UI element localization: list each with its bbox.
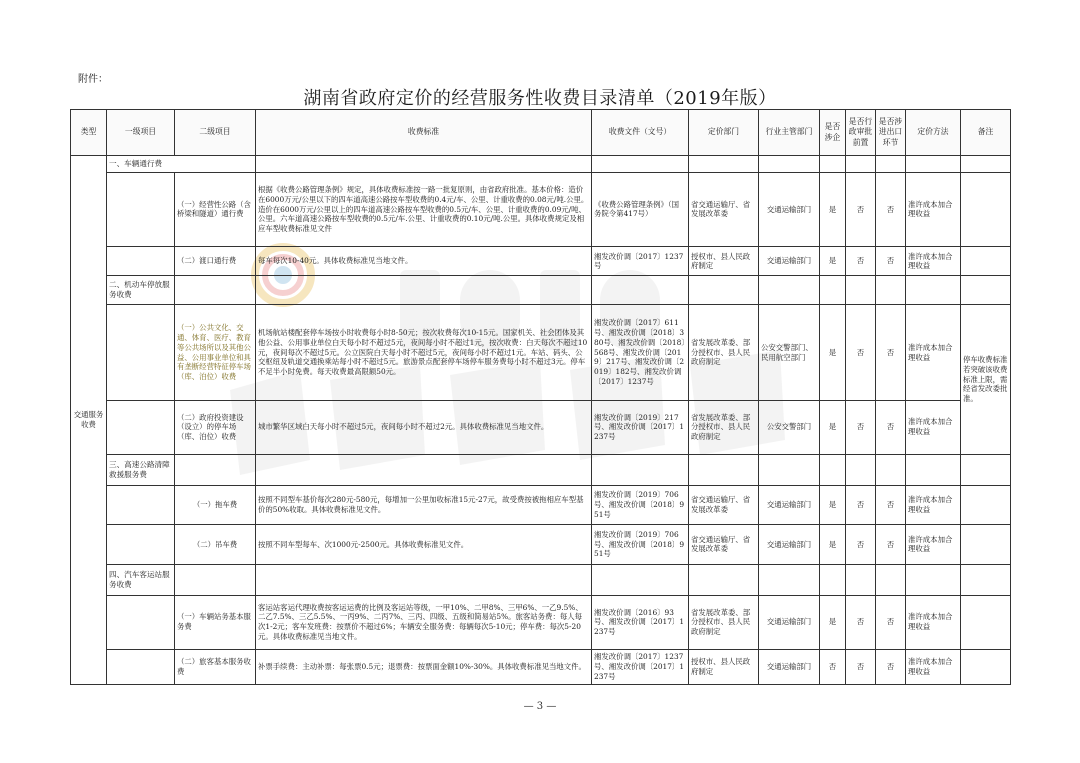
dept-cell: 省发展改革委、部分授权市、县人民政府制定 [689, 595, 759, 649]
doc-cell: 湘发改价调〔2019〕217号、湘发改价调〔2017〕1237号 [592, 400, 689, 454]
column-header: 类型 [71, 110, 107, 156]
table-row [71, 564, 1011, 595]
item-cell: （二）吊车费 [175, 525, 256, 564]
attachment-label: 附件： [78, 74, 108, 85]
admin-cell: 交通运输部门 [759, 649, 820, 684]
approval-cell: 否 [846, 485, 876, 524]
approval-cell: 否 [846, 595, 876, 649]
section-title: 三、高速公路清障救援服务费 [107, 454, 175, 485]
dept-cell: 授权市、县人民政府制定 [689, 649, 759, 684]
table-row [71, 454, 1011, 485]
column-header: 收费文件（文号） [592, 110, 689, 156]
method-cell: 准许成本加合理收益 [906, 525, 961, 564]
item-cell: （一）公共文化、交通、体育、医疗、教育等公共场所以及其他公益、公用事业单位和具有垄断经营特征停车场（库、泊位）收费 [175, 305, 256, 400]
table-row [71, 649, 1011, 684]
standard-cell: 按照不同型车基价每次280元-580元，每增加一公里加收标准15元-27元，故受费按被拖相应车型基价的50%收取。具体收费标准见文件。 [256, 485, 592, 524]
dept-cell: 省交通运输厅、省发展改革委 [689, 485, 759, 524]
enterprise-cell: 否 [820, 649, 846, 684]
table-row [71, 400, 1011, 454]
method-cell: 准许成本加合理收益 [906, 485, 961, 524]
item-cell: （二）旅客基本服务收费 [175, 649, 256, 684]
import-cell: 否 [876, 525, 906, 564]
column-header: 一级项目 [107, 110, 175, 156]
table-row [71, 156, 1011, 173]
enterprise-cell: 是 [820, 525, 846, 564]
standard-cell: 根据《收费公路管理条例》规定，具体收费标准按一路一批复原则，由省政府批准。基本价格：造价在6000万元/公里以下的四车道高速公路按车型收费的0.4元/车、公里、计重收费的0.08元/吨.公里。造价在6000万元/公里以上的四车道高速公路按车型收费的0.5元/车、公里、计重收费的0.09元/吨、公里。六车道高速公路按车型收费的0.5元/车.公里、计重收费的0.10元/吨.公里。具体收费规定及相应车型收费标准见文件 [256, 172, 592, 247]
approval-cell: 否 [846, 400, 876, 454]
doc-cell: 湘发改价调〔2016〕93号、湘发改价调〔2017〕1237号 [592, 595, 689, 649]
admin-cell: 交通运输部门 [759, 172, 820, 247]
method-cell: 准许成本加合理收益 [906, 305, 961, 400]
table-row [71, 172, 1011, 247]
page-title: 湖南省政府定价的经营服务性收费目录清单（2019年版） [303, 88, 777, 109]
doc-cell: 湘发改价调〔2019〕706号、湘发改价调〔2018〕951号 [592, 525, 689, 564]
admin-cell: 交通运输部门 [759, 247, 820, 276]
import-cell: 否 [876, 485, 906, 524]
item-cell: （二）政府投资建设（设立）的停车场（库、泊位）收费 [175, 400, 256, 454]
section-title: 四、汽车客运站服务收费 [107, 564, 175, 595]
approval-cell: 否 [846, 172, 876, 247]
category-cell: 交通服务收费 [71, 156, 107, 685]
table-header-row [71, 110, 1011, 156]
item-cell: （二）渡口通行费 [175, 247, 256, 276]
method-cell: 准许成本加合理收益 [906, 595, 961, 649]
doc-cell: 湘发改价调〔2019〕706号、湘发改价调〔2018〕951号 [592, 485, 689, 524]
import-cell: 否 [876, 305, 906, 400]
enterprise-cell: 是 [820, 247, 846, 276]
standard-cell: 每车每次10-40元。具体收费标准见当地文件。 [256, 247, 592, 276]
enterprise-cell: 是 [820, 400, 846, 454]
remark-cell: 停车收费标准若突破该收费标准上限，需经省发改委批准。 [961, 305, 1011, 454]
section-title: 一、车辆通行费 [107, 156, 256, 173]
standard-cell: 客运站客运代理收费按客运运费的比例及客运站等级，一甲10%、二甲8%、三甲6%、一乙9.5%、二乙7.5%、三乙5.5%、一丙9%、二丙7%、三丙、四级、五级和简易站5%。旅客站务费：每人每次1-2元；客车发班费：按票价不超过6%；车辆安全服务费：每辆每次5-10元；停车费：每次5-20元。具体收费标准见当地文件。 [256, 595, 592, 649]
method-cell: 准许成本加合理收益 [906, 400, 961, 454]
fee-table [70, 109, 1011, 685]
enterprise-cell: 是 [820, 305, 846, 400]
column-header: 收费标准 [256, 110, 592, 156]
standard-cell: 按照不同车型每车、次1000元-2500元。具体收费标准见文件。 [256, 525, 592, 564]
approval-cell: 否 [846, 525, 876, 564]
item-cell: （一）车辆站务基本服务费 [175, 595, 256, 649]
column-header: 二级项目 [175, 110, 256, 156]
standard-cell: 机场航站楼配套停车场按小时收费每小时8-50元；按次收费每次10-15元。国家机关、社会团体及其他公益、公用事业单位白天每小时不超过5元，夜间每小时不超过1元，按次收费：白天每次不超过10元，夜间每次不超过5元。公立医院白天每小时不超过5元，夜间每小时不超过1元。车站、码头、公交枢纽及轨道交通换乘站每小时不超过5元。旅游景点配套停车场停车服务费每小时不超过3元。停车不足半小时免费。每天收费最高限额50元。 [256, 305, 592, 400]
doc-cell: 湘发改价调〔2017〕611号、湘发改价调〔2018〕380号、湘发改价调〔2018〕568号、湘发改价调〔2019〕217号、湘发改价调〔2019〕182号、湘发改价调〔2017〕1237号 [592, 305, 689, 400]
table-row [71, 247, 1011, 276]
enterprise-cell: 是 [820, 485, 846, 524]
column-header: 定价方法 [906, 110, 961, 156]
doc-cell: 《收费公路管理条例》（国务院令第417号） [592, 172, 689, 247]
import-cell: 否 [876, 400, 906, 454]
admin-cell: 交通运输部门 [759, 595, 820, 649]
method-cell: 准许成本加合理收益 [906, 172, 961, 247]
page-number: — 3 — [523, 701, 557, 712]
dept-cell: 授权市、县人民政府制定 [689, 247, 759, 276]
standard-cell: 补票手续费：主动补票：每张票0.5元；退票费：按票面金额10%-30%。具体收费标准见当地文件。 [256, 649, 592, 684]
import-cell: 否 [876, 595, 906, 649]
table-row [71, 595, 1011, 649]
section-title: 二、机动车停放服务收费 [107, 276, 175, 305]
column-header: 备注 [961, 110, 1011, 156]
approval-cell: 否 [846, 305, 876, 400]
enterprise-cell: 是 [820, 595, 846, 649]
import-cell: 否 [876, 172, 906, 247]
table-row [71, 305, 1011, 400]
admin-cell: 公安交警部门、民用航空部门 [759, 305, 820, 400]
admin-cell: 公安交警部门 [759, 400, 820, 454]
table-row [71, 485, 1011, 524]
import-cell: 否 [876, 247, 906, 276]
dept-cell: 省交通运输厅、省发展改革委 [689, 172, 759, 247]
table-row [71, 276, 1011, 305]
doc-cell: 湘发改价调〔2017〕1237号、湘发改价调〔2017〕1237号 [592, 649, 689, 684]
doc-cell: 湘发改价调〔2017〕1237号 [592, 247, 689, 276]
approval-cell: 否 [846, 649, 876, 684]
item-cell: （一）经营性公路（含桥梁和隧道）通行费 [175, 172, 256, 247]
dept-cell: 省发展改革委、部分授权市、县人民政府制定 [689, 400, 759, 454]
column-header: 定价部门 [689, 110, 759, 156]
enterprise-cell: 是 [820, 172, 846, 247]
item-cell: （一）拖车费 [175, 485, 256, 524]
table-row [71, 525, 1011, 564]
column-header: 行业主管部门 [759, 110, 820, 156]
dept-cell: 省交通运输厅、省发展改革委 [689, 525, 759, 564]
import-cell: 否 [876, 649, 906, 684]
standard-cell: 城市繁华区域白天每小时不超过5元，夜间每小时不超过2元。具体收费标准见当地文件。 [256, 400, 592, 454]
dept-cell: 省发展改革委、部分授权市、县人民政府制定 [689, 305, 759, 400]
column-header: 是否行政审批前置 [846, 110, 876, 156]
admin-cell: 交通运输部门 [759, 485, 820, 524]
method-cell: 准许成本加合理收益 [906, 247, 961, 276]
column-header: 是否涉企 [820, 110, 846, 156]
column-header: 是否涉进出口环节 [876, 110, 906, 156]
admin-cell: 交通运输部门 [759, 525, 820, 564]
approval-cell: 否 [846, 247, 876, 276]
method-cell: 准许成本加合理收益 [906, 649, 961, 684]
